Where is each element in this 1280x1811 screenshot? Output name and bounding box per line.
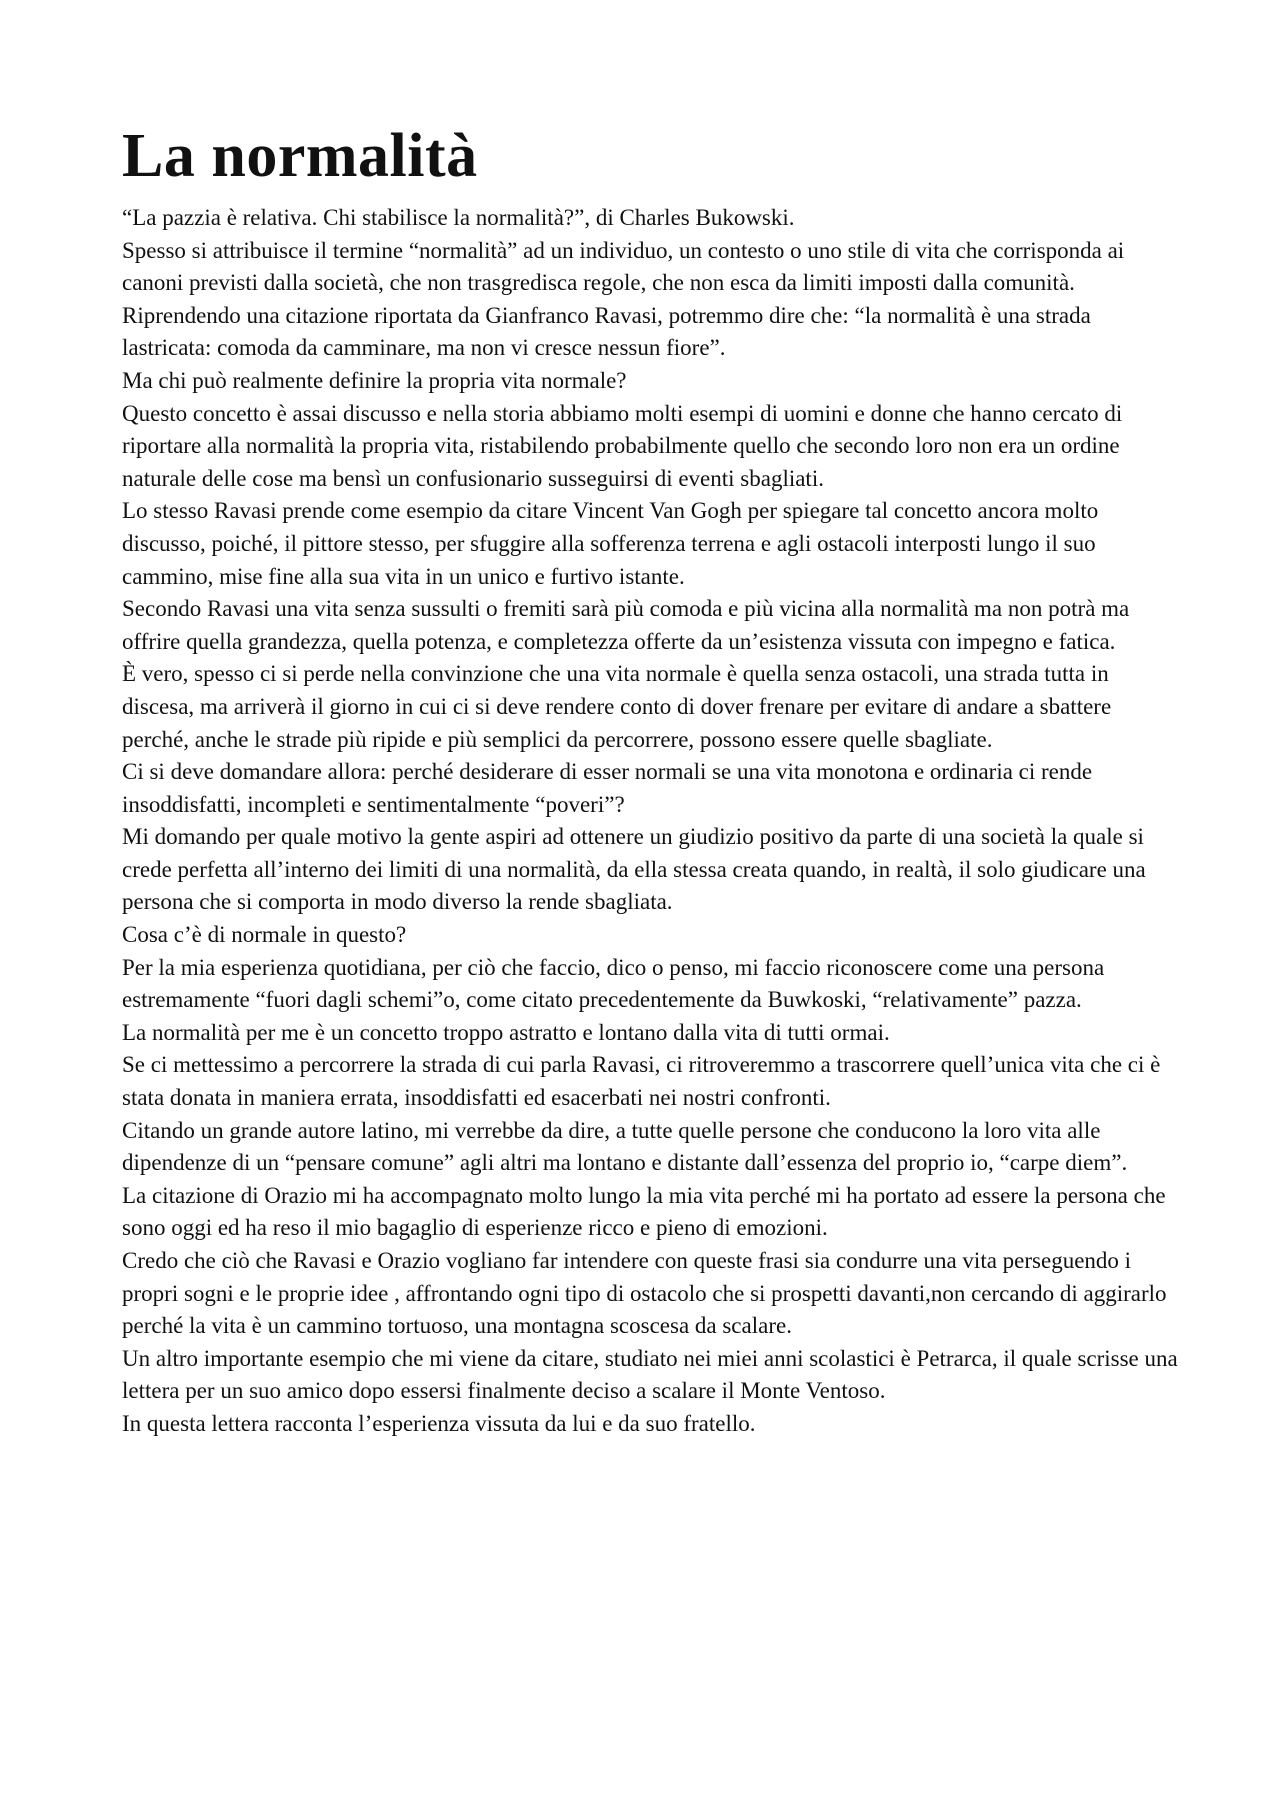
- paragraph: Citando un grande autore latino, mi verrebbe da dire, a tutte quelle persone che conducono la loro vita alle dipendenze di un “pensare comune” agli altri ma lontano e distante dall’essenza del proprio io, “carpe diem”.: [122, 1117, 1128, 1176]
- paragraph: Se ci mettessimo a percorrere la strada di cui parla Ravasi, ci ritroveremmo a trascorrere quell’unica vita che ci è stata donata in maniera errata, insoddisfatti ed esacerbati nei nostri confronti.: [122, 1052, 1161, 1111]
- paragraph: Riprendendo una citazione riportata da Gianfranco Ravasi, potremmo dire che: “la normalità è una strada lastricata: comoda da camminare, ma non vi cresce nessun fiore”.: [122, 302, 1091, 361]
- paragraph: “La pazzia è relativa. Chi stabilisce la normalità?”, di Charles Bukowski.: [122, 205, 795, 230]
- paragraph: Ci si deve domandare allora: perché desiderare di esser normali se una vita monotona e ordinaria ci rende insoddisfatti, incompleti e sentimentalmente “poveri”?: [122, 759, 1093, 817]
- paragraph: Questo concetto è assai discusso e nella storia abbiamo molti esempi di uomini e donne che hanno cercato di riportare alla normalità la propria vita, ristabilendo probabilmente quello che secondo loro non era un ordine naturale delle cose ma bensì un confusionario susseguirsi di eventi sbagliati.: [122, 400, 1123, 491]
- paragraph: Spesso si attribuisce il termine “normalità” ad un individuo, un contesto o uno stile di vita che corrisponda ai canoni previsti dalla società, che non trasgredisca regole, che non esca da limiti imposti dalla comunità.: [122, 237, 1125, 296]
- paragraph: Secondo Ravasi una vita senza sussulti o fremiti sarà più comoda e più vicina alla normalità ma non potrà ma offrire quella grandezza, quella potenza, e completezza offerte da un’esistenza vissuta con impegno e fatica.: [122, 596, 1130, 654]
- paragraph: Credo che ciò che Ravasi e Orazio vogliano far intendere con queste frasi sia condurre una vita perseguendo i propri sogni e le proprie idee , affrontando ogni tipo di ostacolo che si prospetti davanti,non cercando di aggirarlo perché la vita è un cammino tortuoso, una montagna scoscesa da scalare.: [122, 1248, 1167, 1339]
- paragraph: Un altro importante esempio che mi viene da citare, studiato nei miei anni scolastici è Petrarca, il quale scrisse una lettera per un suo amico dopo essersi finalmente deciso a scalare il Monte Ventoso.: [122, 1345, 1178, 1404]
- paragraph: La citazione di Orazio mi ha accompagnato molto lungo la mia vita perché mi ha portato ad essere la persona che sono oggi ed ha reso il mio bagaglio di esperienze ricco e pieno di emozioni.: [122, 1182, 1166, 1241]
- paragraph: La normalità per me è un concetto troppo astratto e lontano dalla vita di tutti ormai.: [122, 1019, 890, 1045]
- paragraph: Cosa c’è di normale in questo?: [122, 922, 407, 948]
- paragraph: È vero, spesso ci si perde nella convinzione che una vita normale è quella senza ostacoli, una strada tutta in discesa, ma arriverà il giorno in cui ci si deve rendere conto di dover frenare per evitare di andare a sbattere perché, anche le strade più ripide e più semplici da percorrere, possono essere quelle sbagliate.: [122, 661, 1112, 752]
- paragraph: In questa lettera racconta l’esperienza vissuta da lui e da suo fratello.: [122, 1410, 756, 1436]
- page-title: La normalità: [122, 122, 478, 190]
- document-page: [122, 118, 1182, 1441]
- paragraph: Lo stesso Ravasi prende come esempio da citare Vincent Van Gogh per spiegare tal concetto ancora molto discusso, poiché, il pittore stesso, per sfuggire alla sofferenza terrena e agli ostacoli interposti lungo il suo cammino, mise fine alla sua vita in un unico e furtivo istante.: [122, 498, 1099, 589]
- document-body: [122, 202, 1182, 1441]
- paragraph: Mi domando per quale motivo la gente aspiri ad ottenere un giudizio positivo da parte di una società la quale si crede perfetta all’interno dei limiti di una normalità, da ella stessa creata quando, in realtà, il solo giudicare una persona che si comporta in modo diverso la rende sbagliata.: [122, 824, 1146, 915]
- paragraph: Per la mia esperienza quotidiana, per ciò che faccio, dico o penso, mi faccio riconoscere come una persona estremamente “fuori dagli schemi”o, come citato precedentemente da Buwkoski, “relativamente” pazza.: [122, 954, 1105, 1013]
- paragraph: Ma chi può realmente definire la propria vita normale?: [122, 367, 627, 393]
